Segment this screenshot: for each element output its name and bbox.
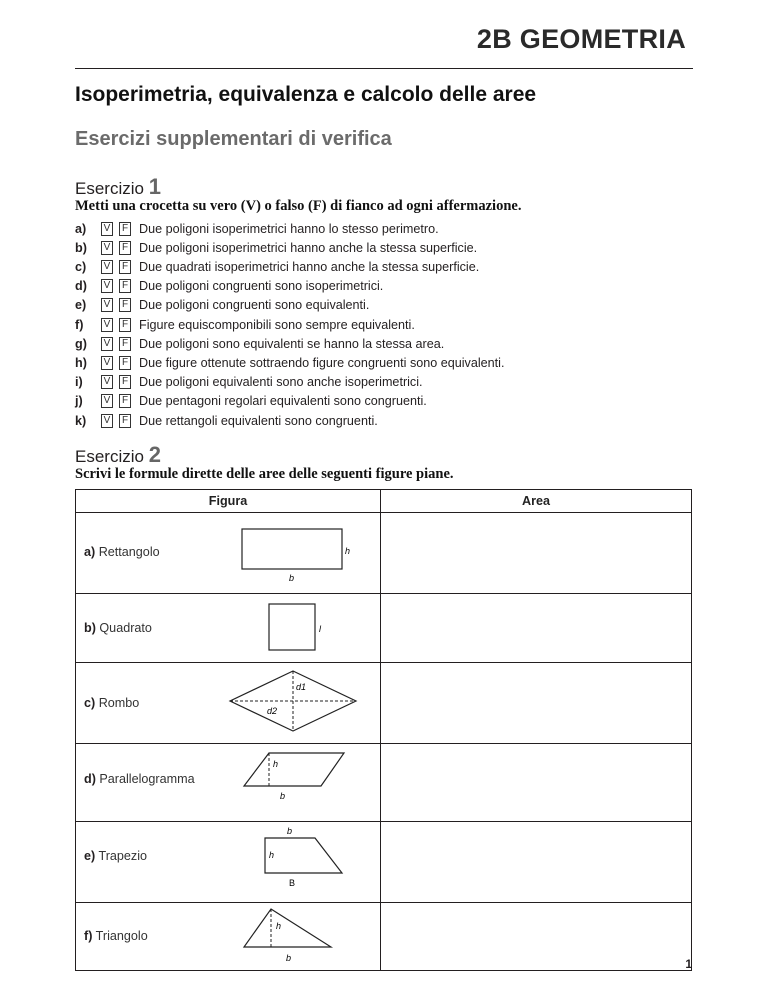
label-h: h [269, 850, 275, 860]
statement-letter: k) [75, 413, 87, 428]
label-d1: d1 [296, 682, 307, 692]
true-checkbox[interactable]: V [101, 222, 113, 236]
exercise-2-heading [75, 442, 161, 468]
row-label: c) Rombo [84, 696, 140, 710]
exercise-1-number: 1 [148, 174, 161, 199]
statement-text: Due figure ottenute sottraendo figure congruenti sono equivalenti. [139, 355, 505, 370]
true-checkbox[interactable]: V [101, 318, 113, 332]
row-label: f) Triangolo [84, 929, 148, 943]
trapezoid-figure [241, 822, 361, 902]
false-checkbox[interactable]: F [119, 279, 131, 293]
true-checkbox[interactable]: V [101, 356, 113, 370]
header-rule [75, 68, 693, 69]
false-checkbox[interactable]: F [119, 356, 131, 370]
false-checkbox[interactable]: F [119, 222, 131, 236]
label-d2: d2 [267, 706, 278, 716]
false-checkbox[interactable]: F [119, 298, 131, 312]
label-h: h [273, 759, 279, 769]
label-h: h [345, 546, 351, 556]
row-label: e) Trapezio [84, 849, 148, 863]
statement-letter: f) [75, 317, 84, 332]
statement-letter: g) [75, 336, 87, 351]
table-row [76, 663, 692, 744]
statement-letter: d) [75, 279, 87, 294]
area-answer-cell[interactable] [381, 663, 692, 744]
statement-text: Due quadrati isoperimetrici hanno anche la stessa superficie. [139, 259, 480, 274]
table-header-row [76, 490, 692, 513]
label-l: l [319, 624, 321, 634]
label-h: h [276, 921, 282, 931]
rectangle-figure [226, 519, 361, 584]
statement-text: Due poligoni isoperimetrici hanno anche la stessa superficie. [139, 240, 478, 255]
false-checkbox[interactable]: F [119, 260, 131, 274]
statement-row [75, 277, 383, 296]
statement-row [75, 411, 378, 430]
table-row [76, 822, 692, 903]
false-checkbox[interactable]: F [119, 414, 131, 428]
statement-letter: j) [75, 394, 83, 409]
true-checkbox[interactable]: V [101, 394, 113, 408]
statement-letter: e) [75, 298, 87, 313]
statement-letter: h) [75, 355, 87, 370]
exercise-2-number: 2 [148, 442, 161, 467]
statement-row [75, 392, 427, 411]
false-checkbox[interactable]: F [119, 375, 131, 389]
area-answer-cell[interactable] [381, 594, 692, 663]
true-checkbox[interactable]: V [101, 375, 113, 389]
statement-letter: b) [75, 240, 87, 255]
statement-text: Due poligoni isoperimetrici hanno lo stesso perimetro. [139, 221, 439, 236]
table-row [76, 594, 692, 663]
area-answer-cell[interactable] [381, 513, 692, 594]
table-row [76, 513, 692, 594]
statement-letter: i) [75, 375, 83, 390]
statement-text: Due poligoni sono equivalenti se hanno la stessa area. [139, 336, 445, 351]
exercise-1-heading [75, 174, 161, 200]
true-checkbox[interactable]: V [101, 298, 113, 312]
statement-text: Due poligoni equivalenti sono anche isoperimetrici. [139, 375, 423, 390]
label-b: b [280, 791, 286, 801]
statement-row [75, 219, 439, 238]
exercise-2-label: Esercizio [75, 447, 144, 466]
label-b: b [287, 826, 293, 836]
statement-text: Due pentagoni regolari equivalenti sono congruenti. [139, 394, 427, 409]
figures-table [75, 489, 692, 971]
figure-cell [76, 594, 381, 663]
figure-cell [76, 822, 381, 903]
false-checkbox[interactable]: F [119, 241, 131, 255]
row-label: d) Parallelogramma [84, 772, 195, 786]
header-area: Area [381, 490, 692, 513]
statement-row [75, 315, 415, 334]
rhombus-figure [221, 663, 366, 743]
false-checkbox[interactable]: F [119, 394, 131, 408]
true-checkbox[interactable]: V [101, 414, 113, 428]
page-subtitle: Esercizi supplementari di verifica [75, 128, 392, 150]
square-figure [261, 598, 331, 658]
true-checkbox[interactable]: V [101, 279, 113, 293]
statement-row [75, 334, 444, 353]
figure-cell [76, 903, 381, 971]
statement-row [75, 257, 479, 276]
row-label: b) Quadrato [84, 621, 152, 635]
header-figura: Figura [76, 490, 381, 513]
statement-row [75, 296, 369, 315]
false-checkbox[interactable]: F [119, 337, 131, 351]
statement-text: Figure equiscomponibili sono sempre equivalenti. [139, 317, 415, 332]
true-checkbox[interactable]: V [101, 337, 113, 351]
parallelogram-figure [236, 744, 356, 819]
statement-text: Due rettangoli equivalenti sono congruenti. [139, 413, 378, 428]
label-B: B [289, 878, 296, 888]
false-checkbox[interactable]: F [119, 318, 131, 332]
label-b: b [286, 953, 292, 963]
statement-text: Due poligoni congruenti sono equivalenti. [139, 298, 370, 313]
row-label: a) Rettangolo [84, 545, 160, 559]
statement-text: Due poligoni congruenti sono isoperimetrici. [139, 279, 384, 294]
statement-letter: a) [75, 221, 87, 236]
table-row [76, 744, 692, 822]
triangle-figure [236, 903, 356, 971]
area-answer-cell[interactable] [381, 744, 692, 822]
figure-cell [76, 744, 381, 822]
true-checkbox[interactable]: V [101, 260, 113, 274]
statement-row [75, 353, 504, 372]
exercise-1-instruction: Metti una crocetta su vero (V) o falso (F) di fianco ad ogni affermazione. [75, 198, 522, 214]
exercise-1-label: Esercizio [75, 179, 144, 198]
exercise-2-instruction: Scrivi le formule dirette delle aree delle seguenti figure piane. [75, 466, 454, 482]
statement-letter: c) [75, 259, 87, 274]
statement-row [75, 373, 423, 392]
figure-cell [76, 513, 381, 594]
table-row [76, 903, 692, 971]
page-title: Isoperimetria, equivalenza e calcolo delle aree [75, 83, 537, 106]
chapter-title: 2B GEOMETRIA [476, 24, 686, 54]
true-checkbox[interactable]: V [101, 241, 113, 255]
page-number: 1 [685, 957, 692, 971]
area-answer-cell[interactable] [381, 822, 692, 903]
area-answer-cell[interactable] [381, 903, 692, 971]
statement-row [75, 238, 477, 257]
label-b: b [289, 573, 295, 583]
figure-cell [76, 663, 381, 744]
